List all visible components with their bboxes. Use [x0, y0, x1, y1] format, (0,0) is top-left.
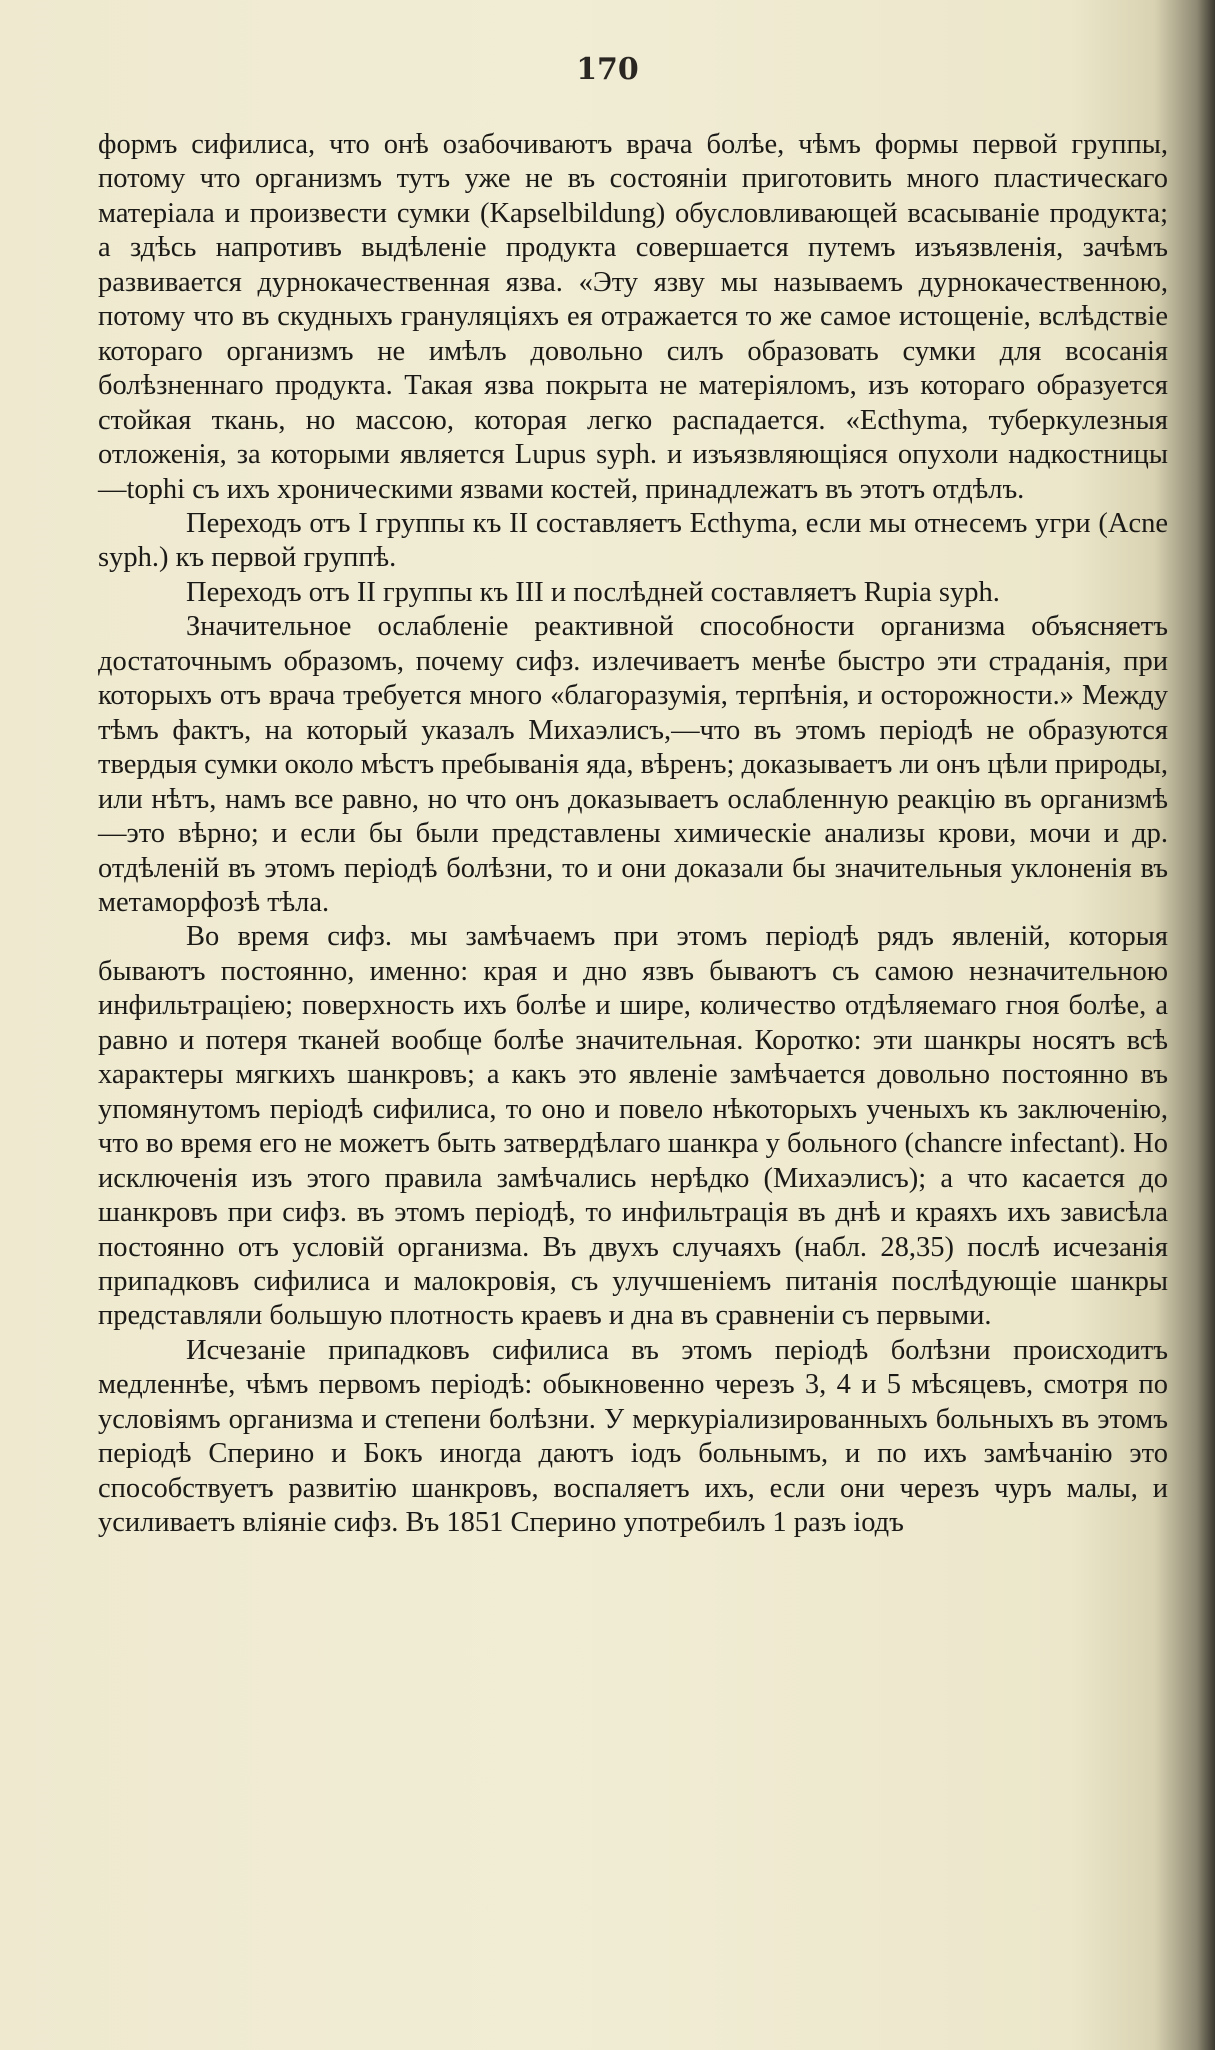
paragraph: Значительное ослабленiе реактивной способности организма объясняетъ достаточнымъ образомъ, почему сифз. излечиваетъ менѣе быстро эти страданiя, при которыхъ отъ врача требуется много «благоразумiя, терпѣнiя, и осторожности.» Между тѣмъ фактъ, на который указалъ Михаэлисъ,—что въ этомъ перiодѣ не образуются твердыя сумки около мѣстъ пребыванiя яда, вѣренъ; доказываетъ ли онъ цѣли природы, или нѣтъ, намъ все равно, но что онъ доказываетъ ослабленную реакцiю въ организмѣ—это вѣрно; и если бы были представлены химическiе анализы крови, мочи и др. отдѣленiй въ этомъ перiодѣ болѣзни, то и они доказали бы значительныя уклоненiя въ метаморфозѣ тѣла. — [98, 611, 1168, 918]
paragraph: формъ сифилиса, что онѣ озабочиваютъ врача болѣе, чѣмъ формы первой группы, потому что организмъ тутъ уже не въ состоянiи приготовить много пластическаго матерiала и произвести сумки (Kapselbildung) обусловливающей всасыванiе продукта; а здѣсь напротивъ выдѣленiе продукта совершается путемъ изъязвленiя, зачѣмъ развивается дурнокачественная язва. «Эту язву мы называемъ дурнокачественною, потому что въ скудныхъ грануляцiяхъ ея отражается то же самое истощенiе, вслѣдствiе котораго организмъ не имѣлъ довольно силъ образовать сумки для всосанiя болѣзненнаго продукта. Такая язва покрыта не матерiяломъ, изъ котораго образуется стойкая ткань, но массою, которая легко распадается. «Ecthyma, туберкулезныя отложенiя, за которыми является Lupus syph. и изъязвляющiяся опухоли надкостницы—tophi съ ихъ хроническими язвами костей, принадлежатъ въ этотъ отдѣлъ. — [98, 129, 1168, 505]
paragraph: Исчезанiе припадковъ сифилиса въ этомъ перiодѣ болѣзни происходитъ медленнѣе, чѣмъ первомъ перiодѣ: обыкновенно черезъ 3, 4 и 5 мѣсяцевъ, смотря по условiямъ организма и степени болѣзни. У меркурiализированныхъ больныхъ въ этомъ перiодѣ Сперино и Бокъ иногда даютъ iодъ больнымъ, и по ихъ замѣчанiю это способствуетъ развитiю шанкровъ, воспаляетъ ихъ, если они черезъ чуръ малы, и усиливаетъ влiянiе сифз. Въ 1851 Сперино употребилъ 1 разъ iодъ — [98, 1334, 1168, 1539]
paragraph: Переходъ отъ II группы къ III и послѣдней составляетъ Rupia syph. — [186, 576, 1000, 608]
paragraph: Во время сифз. мы замѣчаемъ при этомъ перiодѣ рядъ явленiй, которыя бываютъ постоянно, именно: края и дно язвъ бываютъ съ самою незначительною инфильтрацiею; поверхность ихъ болѣе и шире, количество отдѣляемаго гноя болѣе, а равно и потеря тканей вообще болѣе значительная. Коротко: эти шанкры носятъ всѣ характеры мягкихъ шанкровъ; а какъ это явленiе замѣчается довольно постоянно въ упомянутомъ перiодѣ сифилиса, то оно и повело нѣкоторыхъ ученыхъ къ заключенiю, что во время его не можетъ быть затвердѣлаго шанкра у больного (chancre infectant). Но исключенiя изъ этого правила замѣчались нерѣдко (Михаэлисъ); а что касается до шанкровъ при сифз. въ этомъ перiодѣ, то инфильтрацiя въ днѣ и краяхъ ихъ зависѣла постоянно отъ условiй организма. Въ двухъ случаяхъ (набл. 28,35) послѣ исчезанiя припадковъ сифилиса и малокровiя, съ улучшенiемъ питанiя послѣдующiе шанкры представляли большую плотность краевъ и дна въ сравненiи съ первыми. — [98, 921, 1168, 1332]
paragraph: Переходъ отъ I группы къ II составляетъ Ecthyma, если мы отнесемъ угри (Acne syph.) къ первой группѣ. — [98, 507, 1168, 574]
page-number: 170 — [576, 52, 639, 87]
body-text — [98, 128, 1168, 1541]
